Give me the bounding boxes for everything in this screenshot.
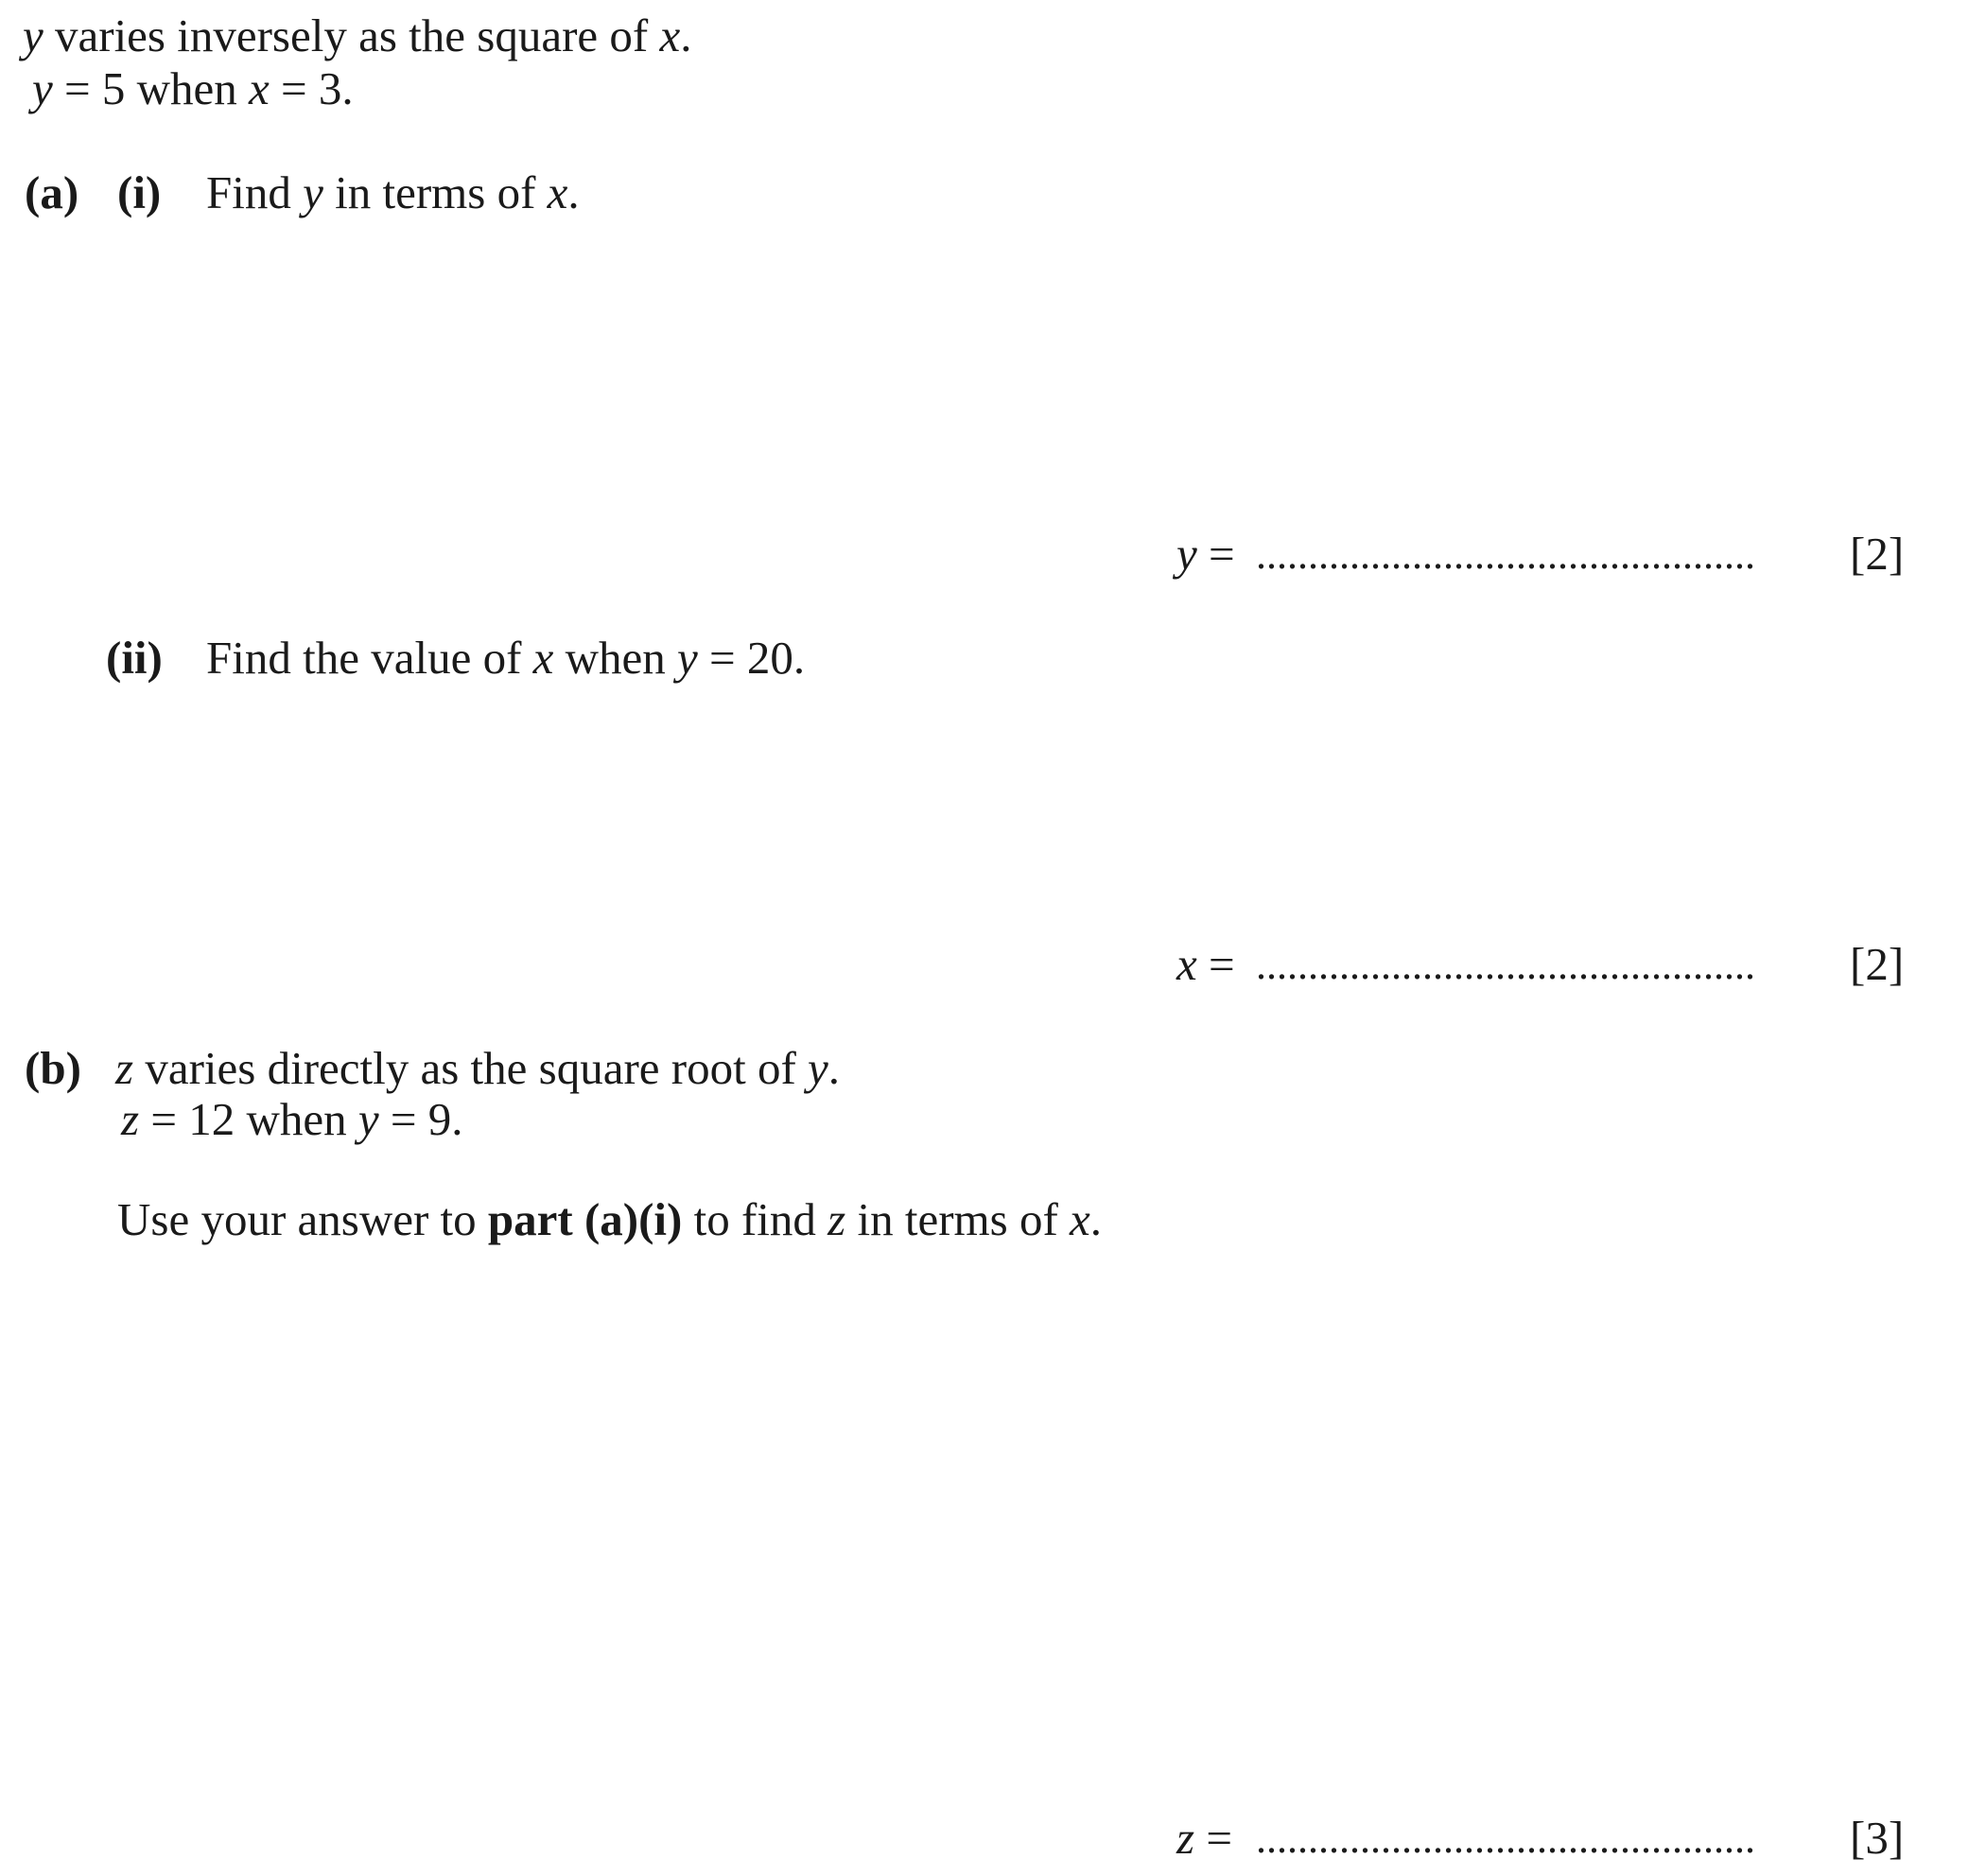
part-a-ii-label: (ii): [106, 632, 163, 684]
marks-a-ii: [2]: [1850, 938, 1905, 990]
answer-dots-a-ii[interactable]: ................................................: [1256, 942, 1755, 988]
part-a-ii-question: Find the value of x when y = 20.: [206, 632, 806, 684]
answer-line-a-i[interactable]: y =: [1176, 528, 1235, 580]
marks-b: [3]: [1850, 1812, 1905, 1864]
part-b-line-1: z varies directly as the square root of y.: [115, 1042, 841, 1094]
part-a-label: (a): [25, 166, 79, 218]
var-y: y: [23, 9, 44, 61]
answer-dots-a-i[interactable]: ................................................: [1256, 531, 1755, 578]
intro-line-2: y = 5 when x = 3.: [32, 62, 354, 114]
answer-line-b[interactable]: z =: [1176, 1812, 1232, 1864]
part-a-i-label: (i): [117, 166, 162, 218]
answer-dots-b[interactable]: ................................................: [1256, 1815, 1755, 1862]
marks-a-i: [2]: [1850, 528, 1905, 580]
part-b-label: (b): [25, 1042, 81, 1094]
part-b-line-2: z = 12 when y = 9.: [121, 1093, 463, 1145]
intro-line-1: y varies inversely as the square of x.: [23, 9, 692, 61]
var-x: x: [659, 9, 681, 61]
part-b-instruction: Use your answer to part (a)(i) to find z in terms of x.: [117, 1193, 1103, 1245]
answer-line-a-ii[interactable]: x =: [1176, 938, 1235, 990]
part-a-i-question: Find y in terms of x.: [206, 166, 580, 218]
